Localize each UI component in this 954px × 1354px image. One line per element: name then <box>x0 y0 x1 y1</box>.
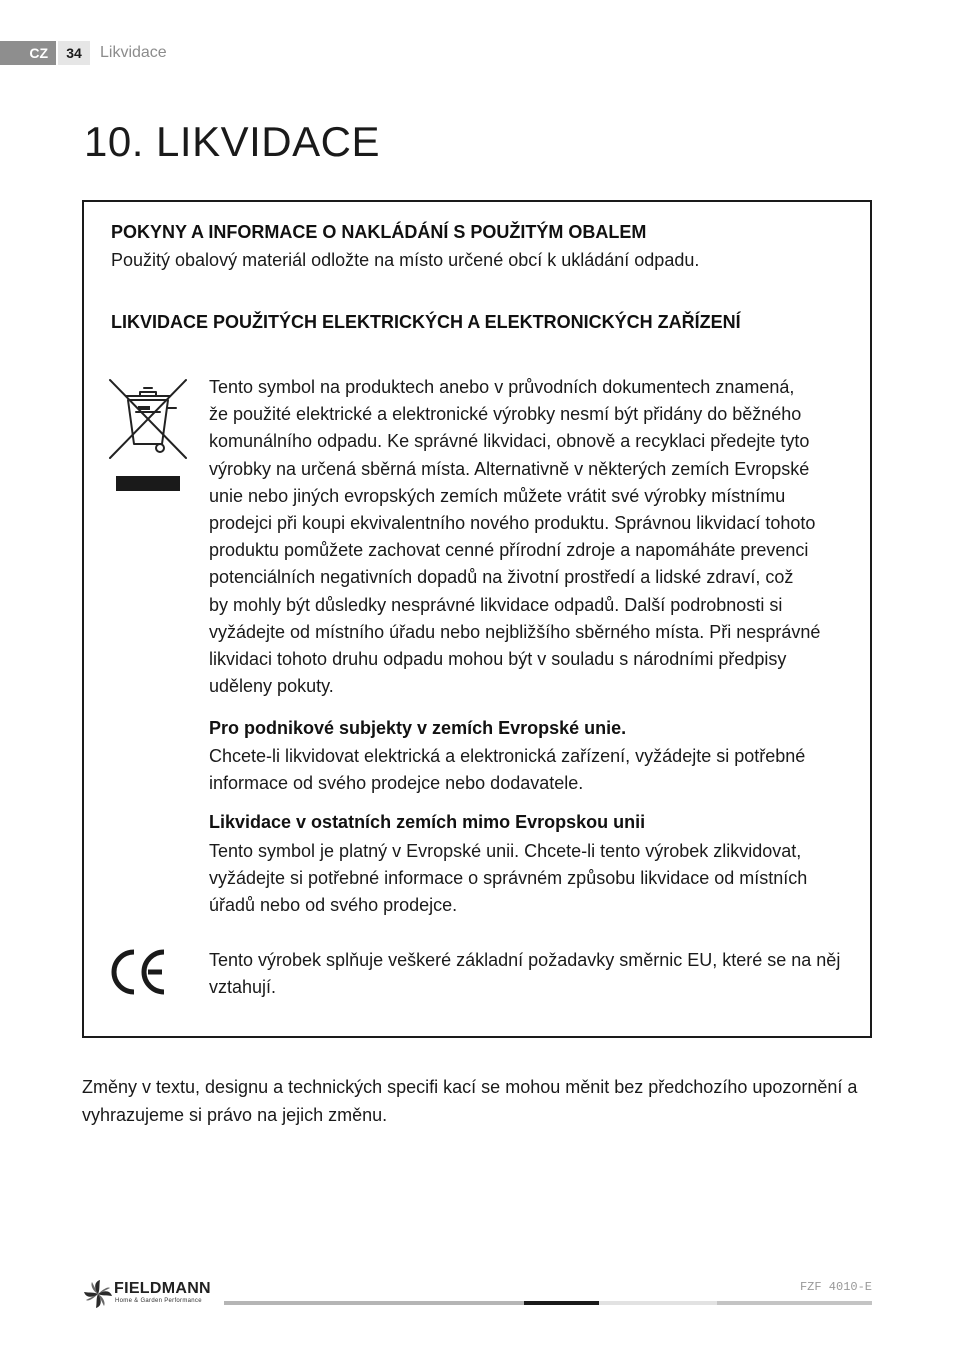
outside-eu-text <box>209 838 849 920</box>
business-heading: Pro podnikové subjekty v zemích Evropské unie. <box>209 718 627 738</box>
outside-eu-line: úřadů nebo od svého prodejce. <box>209 895 458 916</box>
footer-bar-dark <box>524 1301 599 1305</box>
model-number: FZF 4010-E <box>799 1280 872 1294</box>
business-line: Chcete-li likvidovat elektrická a elektronická zařízení, vyžádejte si potřebné <box>209 746 806 766</box>
brand-tagline: Home & Garden Performance <box>115 1298 202 1304</box>
section-label: Likvidace <box>100 44 167 61</box>
packaging-heading: POKYNY A INFORMACE O NAKLÁDÁNÍ S POUŽITÝM OBALEM <box>111 222 647 242</box>
outside-eu-line: Tento symbol je platný v Evropské unii. Chcete-li tento výrobek zlikvidovat, <box>209 841 802 861</box>
page-title: 10. LIKVIDACE <box>84 118 380 165</box>
outside-eu-line: vyžádejte si potřebné informace o správném způsobu likvidace od místních <box>209 868 808 889</box>
change-notice <box>82 1074 882 1129</box>
business-text <box>209 743 849 797</box>
change-notice-line: Změny v textu, designu a technických specifi kací se mohou měnit bez předchozího upozornění a <box>82 1077 858 1097</box>
outside-eu-heading: Likvidace v ostatních zemích mimo Evropskou unii <box>209 812 646 832</box>
weee-line: by mohly být důsledky nesprávné likvidace odpadů. Další podrobnosti si <box>209 594 783 615</box>
weee-line: likvidaci tohoto druhu odpadu mohou být v souladu s národními předpisy <box>209 649 787 670</box>
language-tab: CZ <box>0 41 56 65</box>
crossed-out-wheelie-bin-icon <box>108 378 188 492</box>
weee-line: vyžádejte od místního úřadu nebo nejbližšího sběrného místa. Při nesprávné <box>209 621 821 642</box>
ce-mark-icon <box>108 948 170 996</box>
fieldmann-logo <box>82 1276 232 1310</box>
weee-line: komunálního odpadu. Ke správné likvidaci, obnově a recyklaci předejte tyto <box>209 431 810 452</box>
weee-line: prodejci při koupi ekvivalentního nového produktu. Správnou likvidací tohoto <box>209 513 816 534</box>
footer-bar-light <box>224 1301 524 1305</box>
weee-black-bar <box>116 476 180 491</box>
footer-bar-lighter <box>599 1301 717 1305</box>
weee-line: že použité elektrické a elektronické výrobky nesmí být přidány do běžného <box>209 404 802 425</box>
brand-name: FIELDMANN <box>114 1280 211 1297</box>
ce-line: Tento výrobek splňuje veškeré základní požadavky směrnic EU, které se na něj <box>209 950 841 970</box>
weee-line: výrobky na určená sběrná místa. Alternativně v některých zemích Evropské <box>209 458 810 479</box>
weee-text <box>209 374 849 700</box>
change-notice-line: vyhrazujeme si právo na jejich změnu. <box>82 1104 388 1125</box>
weee-line: potenciálních negativních dopadů na životní prostředí a lidské zdraví, což <box>209 567 794 588</box>
ce-line: vztahují. <box>209 977 277 998</box>
weee-line: Tento symbol na produktech anebo v průvodních dokumentech znamená, <box>209 377 795 397</box>
fieldmann-fan-logo-icon <box>82 1278 114 1310</box>
ce-text <box>209 947 849 1001</box>
footer-bar-mid <box>717 1301 872 1305</box>
weee-line: unie nebo jiných evropských zemích můžete vrátit své výrobky místnímu <box>209 485 786 506</box>
business-line: informace od svého prodejce nebo dodavatele. <box>209 773 584 794</box>
weee-line: produktu pomůžete zachovat cenné přírodní zdroje a napomáháte prevenci <box>209 540 809 561</box>
page-number: 34 <box>58 41 90 65</box>
weee-line: uděleny pokuty. <box>209 676 334 697</box>
packaging-text: Použitý obalový materiál odložte na místo určené obcí k ukládání odpadu. <box>111 250 700 270</box>
weee-heading: LIKVIDACE POUŽITÝCH ELEKTRICKÝCH A ELEKTRONICKÝCH ZAŘÍZENÍ <box>111 312 741 332</box>
